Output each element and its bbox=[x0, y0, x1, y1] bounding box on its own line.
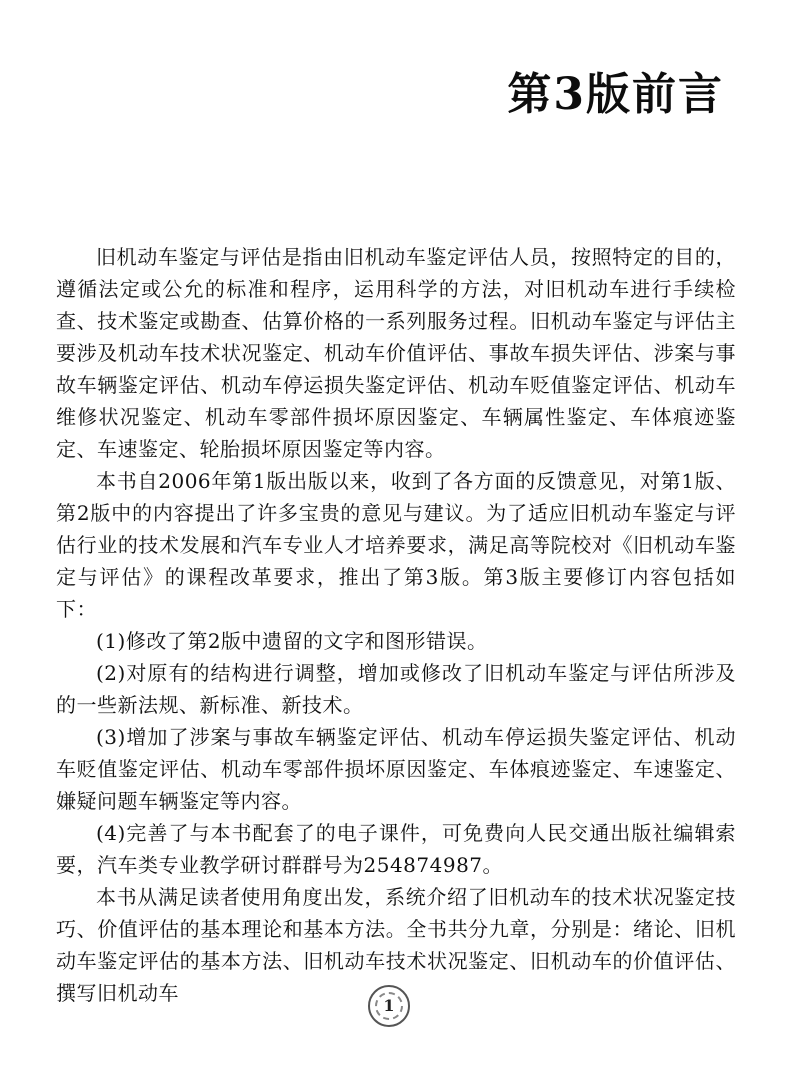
paragraph-revision-item-1: (1)修改了第2版中遗留的文字和图形错误。 bbox=[96, 629, 488, 653]
page-number-badge bbox=[368, 985, 410, 1027]
paragraph-book-overview: 本书从满足读者使用角度出发，系统介绍了旧机动车的技术状况鉴定技巧、价值评估的基本理论和基本方法。全书共分九章，分别是：绪论、旧机动车鉴定评估的基本方法、旧机动车技术状况鉴定、旧机动车的价值评估、撰写旧机动车 bbox=[56, 885, 736, 1005]
page-title: 第3版前言 bbox=[507, 69, 724, 120]
paragraph-revision-item-3: (3)增加了涉案与事故车辆鉴定评估、机动车停运损失鉴定评估、机动车贬值鉴定评估、机动车零部件损坏原因鉴定、车体痕迹鉴定、车速鉴定、嫌疑问题车辆鉴定等内容。 bbox=[56, 725, 736, 813]
paragraph-revision-item-4: (4)完善了与本书配套了的电子课件，可免费向人民交通出版社编辑索要，汽车类专业教学研讨群群号为254874987。 bbox=[56, 821, 736, 877]
page-number: 1 bbox=[383, 996, 395, 1015]
body-text bbox=[56, 241, 736, 1009]
paragraph-intro: 旧机动车鉴定与评估是指由旧机动车鉴定评估人员，按照特定的目的，遵循法定或公允的标准和程序，运用科学的方法，对旧机动车进行手续检查、技术鉴定或勘查、估算价格的一系列服务过程。旧机动车鉴定与评估主要涉及机动车技术状况鉴定、机动车价值评估、事故车损失评估、涉案与事故车辆鉴定评估、机动车停运损失鉴定评估、机动车贬值鉴定评估、机动车维修状况鉴定、机动车零部件损坏原因鉴定、车辆属性鉴定、车体痕迹鉴定、车速鉴定、轮胎损坏原因鉴定等内容。 bbox=[56, 245, 736, 461]
paragraph-revision-background: 本书自2006年第1版出版以来，收到了各方面的反馈意见，对第1版、第2版中的内容提出了许多宝贵的意见与建议。为了适应旧机动车鉴定与评估行业的技术发展和汽车专业人才培养要求，满足高等院校对《旧机动车鉴定与评估》的课程改革要求，推出了第3版。第3版主要修订内容包括如下： bbox=[56, 469, 736, 621]
paragraph-revision-item-2: (2)对原有的结构进行调整，增加或修改了旧机动车鉴定与评估所涉及的一些新法规、新标准、新技术。 bbox=[56, 661, 736, 717]
